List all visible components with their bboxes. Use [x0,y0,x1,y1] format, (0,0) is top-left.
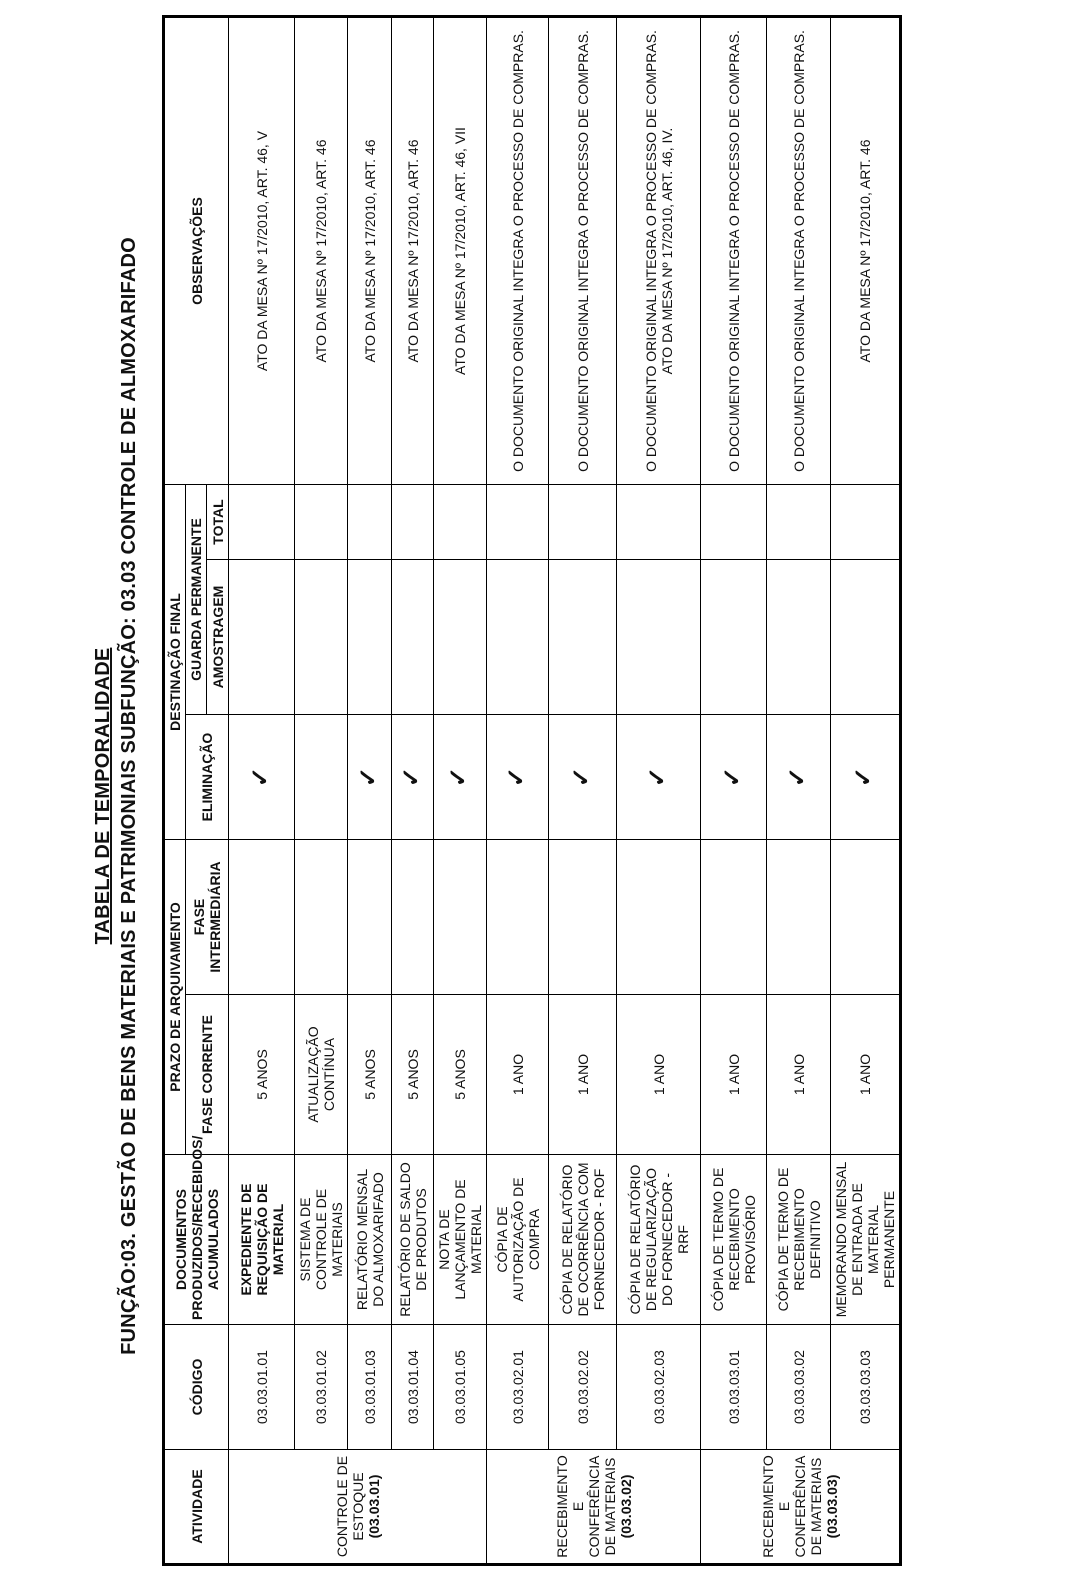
observacoes-cell: ATO DA MESA Nº 17/2010, ART. 46 [392,17,434,485]
eliminacao-cell [767,715,831,840]
fase-corrente-cell: 5 ANOS [348,995,392,1155]
total-cell [434,485,487,560]
total-cell [295,485,348,560]
page-subtitle: FUNÇÃO:03. GESTÃO DE BENS MATERIAIS E PATRIMONIAIS SUBFUNÇÃO: 03.03 CONTROLE DE ALMOXARIFADO [118,237,140,1355]
amostragem-cell [617,560,701,715]
fase-corrente-cell: 1 ANO [487,995,549,1155]
table-row [701,17,767,1565]
table-row [295,17,348,1565]
eliminacao-cell [295,715,348,840]
codigo-cell: 03.03.02.02 [549,1325,617,1450]
codigo-cell: 03.03.01.03 [348,1325,392,1450]
codigo-cell: 03.03.01.05 [434,1325,487,1450]
observacoes-cell: ATO DA MESA Nº 17/2010, ART. 46, V [229,17,295,485]
header-atividade: ATIVIDADE [164,1450,229,1565]
fase-intermediaria-cell [229,840,295,995]
codigo-cell: 03.03.01.04 [392,1325,434,1450]
total-cell [767,485,831,560]
table-row [617,17,701,1565]
table-row [392,17,434,1565]
header-eliminacao: ELIMINAÇÃO [186,715,229,840]
observacoes-cell: ATO DA MESA Nº 17/2010, ART. 46, VII [434,17,487,485]
codigo-cell: 03.03.03.02 [767,1325,831,1450]
total-cell [392,485,434,560]
amostragem-cell [434,560,487,715]
observacoes-cell: O DOCUMENTO ORIGINAL INTEGRA O PROCESSO DE COMPRAS. [701,17,767,485]
observacoes-cell: ATO DA MESA Nº 17/2010, ART. 46 [295,17,348,485]
observacoes-cell: ATO DA MESA Nº 17/2010, ART. 46 [348,17,392,485]
amostragem-cell [701,560,767,715]
fase-intermediaria-cell [434,840,487,995]
eliminacao-cell [549,715,617,840]
eliminacao-cell [229,715,295,840]
header-total: TOTAL [207,485,229,560]
check-icon: ✓ [783,766,811,788]
activity-name: RECEBIMENTO E CONFERÊNCIA DE MATERIAIS [760,1455,824,1558]
total-cell [701,485,767,560]
fase-intermediaria-cell [392,840,434,995]
amostragem-cell [487,560,549,715]
observacoes-cell: ATO DA MESA Nº 17/2010, ART. 46 [831,17,901,485]
documento-cell: EXPEDIENTE DE REQUISIÇÃO DE MATERIAL [229,1155,295,1325]
fase-corrente-cell: 1 ANO [831,995,901,1155]
codigo-cell: 03.03.03.03 [831,1325,901,1450]
fase-corrente-cell: 1 ANO [617,995,701,1155]
documento-cell: CÓPIA DE AUTORIZAÇÃO DE COMPRA [487,1155,549,1325]
fase-corrente-cell: 5 ANOS [392,995,434,1155]
fase-corrente-cell: 1 ANO [701,995,767,1155]
header-fase-intermediaria: FASE INTERMEDIÁRIA [186,840,229,995]
total-cell [487,485,549,560]
check-icon: ✓ [445,766,472,788]
check-icon: ✓ [354,766,382,788]
check-icon: ✓ [850,766,877,788]
eliminacao-cell [831,715,901,840]
fase-intermediaria-cell [767,840,831,995]
eliminacao-cell [487,715,549,840]
total-cell [549,485,617,560]
total-cell [831,485,901,560]
activity-name: RECEBIMENTO E CONFERÊNCIA DE MATERIAIS [553,1455,618,1558]
documento-cell: RELATÓRIO DE SALDO DE PRODUTOS [392,1155,434,1325]
eliminacao-cell [701,715,767,840]
eliminacao-cell [348,715,392,840]
eliminacao-cell [434,715,487,840]
total-cell [348,485,392,560]
amostragem-cell [229,560,295,715]
temporality-table [162,15,902,1566]
documento-cell: SISTEMA DE CONTROLE DE MATERIAIS [295,1155,348,1325]
table-row [549,17,617,1565]
codigo-cell: 03.03.01.01 [229,1325,295,1450]
check-icon: ✓ [397,766,425,788]
observacoes-cell: O DOCUMENTO ORIGINAL INTEGRA O PROCESSO DE COMPRAS. [767,17,831,485]
page-title: TABELA DE TEMPORALIDADE [92,647,114,945]
total-cell [617,485,701,560]
activity-code: (03.03.02) [617,1474,634,1539]
codigo-cell: 03.03.03.01 [701,1325,767,1450]
documento-cell: CÓPIA DE TERMO DE RECEBIMENTO PROVISÓRIO [701,1155,767,1325]
total-cell [229,485,295,560]
fase-corrente-cell: 1 ANO [549,995,617,1155]
activity-cell [701,1450,901,1565]
fase-intermediaria-cell [549,840,617,995]
amostragem-cell [831,560,901,715]
check-icon: ✓ [246,766,274,788]
table-row [831,17,901,1565]
observacoes-cell: O DOCUMENTO ORIGINAL INTEGRA O PROCESSO DE COMPRAS. [549,17,617,485]
fase-corrente-cell: ATUALIZAÇÃO CONTÍNUA [295,995,348,1155]
activity-cell [487,1450,701,1565]
amostragem-cell [348,560,392,715]
header-destinacao: DESTINAÇÃO FINAL [164,485,186,840]
documento-cell: CÓPIA DE RELATÓRIO DE REGULARIZAÇÃO DO FORNECEDOR - RRF [617,1155,701,1325]
check-icon: ✓ [643,766,671,788]
fase-corrente-cell: 5 ANOS [434,995,487,1155]
table-row [767,17,831,1565]
amostragem-cell [295,560,348,715]
fase-intermediaria-cell [295,840,348,995]
header-documentos: DOCUMENTOS PRODUZIDOS/RECEBIDOS/ ACUMULADOS [164,1155,229,1325]
table-row [229,17,295,1565]
activity-cell [229,1450,487,1565]
documento-cell: CÓPIA DE RELATÓRIO DE OCORRÊNCIA COM FORNECEDOR - ROF [549,1155,617,1325]
eliminacao-cell [392,715,434,840]
codigo-cell: 03.03.02.01 [487,1325,549,1450]
table-row [348,17,392,1565]
fase-intermediaria-cell [831,840,901,995]
observacoes-cell: O DOCUMENTO ORIGINAL INTEGRA O PROCESSO DE COMPRAS. [487,17,549,485]
fase-intermediaria-cell [617,840,701,995]
check-icon: ✓ [502,766,530,788]
header-prazo: PRAZO DE ARQUIVAMENTO [164,840,186,1155]
fase-corrente-cell: 5 ANOS [229,995,295,1155]
activity-name: CONTROLE DE ESTOQUE [333,1455,366,1558]
codigo-cell: 03.03.01.02 [295,1325,348,1450]
documento-cell: NOTA DE LANÇAMENTO DE MATERIAL [434,1155,487,1325]
header-amostragem: AMOSTRAGEM [207,560,229,715]
documento-cell: CÓPIA DE TERMO DE RECEBIMENTO DEFINITIVO [767,1155,831,1325]
fase-intermediaria-cell [487,840,549,995]
check-icon: ✓ [567,766,595,788]
header-codigo: CÓDIGO [164,1325,229,1450]
table-row [434,17,487,1565]
fase-intermediaria-cell [701,840,767,995]
amostragem-cell [767,560,831,715]
table-row [487,17,549,1565]
header-fase-corrente: FASE CORRENTE [186,995,229,1155]
codigo-cell: 03.03.02.03 [617,1325,701,1450]
check-icon: ✓ [718,766,746,788]
documento-cell: MEMORANDO MENSAL DE ENTRADA DE MATERIAL PERMANENTE [831,1155,901,1325]
amostragem-cell [549,560,617,715]
fase-corrente-cell: 1 ANO [767,995,831,1155]
observacoes-cell: O DOCUMENTO ORIGINAL INTEGRA O PROCESSO DE COMPRAS. ATO DA MESA Nº 17/2010, ART. 46, IV. [617,17,701,485]
header-guarda: GUARDA PERMANENTE [186,485,207,715]
header-observacoes: OBSERVAÇÕES [164,17,229,485]
eliminacao-cell [617,715,701,840]
documento-cell: RELATÓRIO MENSAL DO ALMOXARIFADO [348,1155,392,1325]
fase-intermediaria-cell [348,840,392,995]
amostragem-cell [392,560,434,715]
activity-code: (03.03.03) [824,1474,840,1539]
activity-code: (03.03.01) [365,1474,382,1539]
